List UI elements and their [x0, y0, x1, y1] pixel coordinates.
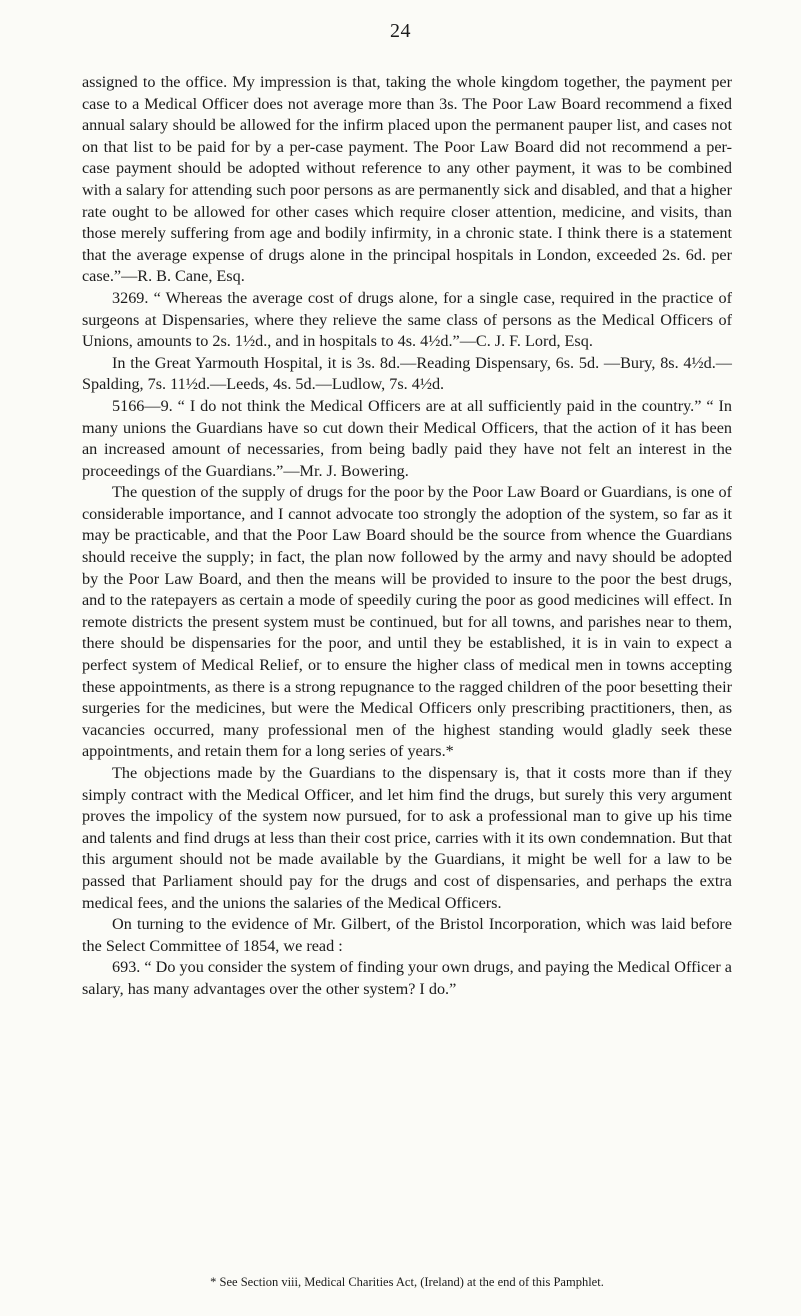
body-text	[82, 72, 732, 1001]
paragraph-drug-supply: The question of the supply of drugs for the poor by the Poor Law Board or Guardians, is one of considerable importance, and I cannot advocate too strongly the adoption of the system, so far as it may be practicable, and that the Poor Law Board should be the source from whence the Guardians should receive the supply; in fact, the plan now followed by the army and navy should be adopted by the Poor Law Board, and then the means will be provided to insure to the poor the best drugs, and to the ratepayers as certain a mode of speedily curing the poor as good medicines will effect. In remote districts the present system must be continued, but for all towns, and parishes near to them, there should be dispensaries for the poor, and until they be established, it is in vain to expect a perfect system of Medical Relief, or to ensure the higher class of medical men in towns accepting these appointments, as there is a strong repugnance to the ragged children of the poor besetting their surgeries for the medicines, but were the Medical Officers only prescribing practitioners, then, as vacancies occurred, many professional men of the highest standing would gladly seek these appointments, and retain them for a long series of years.*	[82, 483, 732, 761]
page-number: 24	[390, 20, 411, 42]
footnote: * See Section viii, Medical Charities Act, (Ireland) at the end of this Pamphlet.	[210, 1275, 604, 1289]
paragraph-gilbert-evidence: On turning to the evidence of Mr. Gilbert, of the Bristol Incorporation, which was laid before the Select Committee of 1854, we read :	[82, 915, 732, 955]
paragraph-hospital-costs: In the Great Yarmouth Hospital, it is 3s. 8d.—Reading Dispensary, 6s. 5d. —Bury, 8s. 4½d.—Spalding, 7s. 11½d.—Leeds, 4s. 5d.—Ludlow, 7s. 4½d.	[82, 353, 732, 394]
paragraph-693: 693. “ Do you consider the system of finding your own drugs, and paying the Medical Officer a salary, has many advantages over the other system? I do.”	[82, 958, 732, 998]
paragraph-5166: 5166—9. “ I do not think the Medical Officers are at all sufficiently paid in the country.” “ In many unions the Guardians have so cut down their Medical Officers, that the action of it has been an increased amount of necessaries, from being badly paid they have not felt an interest in the proceedings of the Guardians.”—Mr. J. Bowering.	[82, 396, 732, 480]
paragraph-cane-testimony: assigned to the office. My impression is that, taking the whole kingdom together, the payment per case to a Medical Officer does not average more than 3s. The Poor Law Board recommend a fixed annual salary should be allowed for the infirm placed upon the permanent pauper list, and cases not on that list to be paid for by a per-case payment. The Poor Law Board did not recommend a per-case payment should be adopted without reference to any other payment, it was to be combined with a salary for attending such poor persons as are permanently sick and disabled, and that a higher rate ought to be allowed for other cases which require closer attention, medicine, and visits, than those merely suffering from age and bodily infirmity, in a chronic state. I think there is a statement that the average expense of drugs alone in the principal hospitals in London, exceeded 2s. 6d. per case.”—R. B. Cane, Esq.	[82, 73, 732, 286]
paragraph-objections: The objections made by the Guardians to the dispensary is, that it costs more than if they simply contract with the Medical Officer, and let him find the drugs, but surely this very argument proves the impolicy of the system now pursued, for to ask a professional man to give up his time and talents and find drugs at less than their cost price, carries with it its own condemnation. But that this argument should not be made available by the Guardians, it might be well for a law to be passed that Parliament should pay for the drugs and cost of dispensaries, and perhaps the extra medical fees, and the unions the salaries of the Medical Officers.	[82, 764, 732, 912]
paragraph-3269: 3269. “ Whereas the average cost of drugs alone, for a single case, required in the practice of surgeons at Dispensaries, where they relieve the same class of persons as the Medical Officers of Unions, amounts to 2s. 1½d., and in hospitals to 4s. 4½d.”—C. J. F. Lord, Esq.	[82, 288, 732, 351]
